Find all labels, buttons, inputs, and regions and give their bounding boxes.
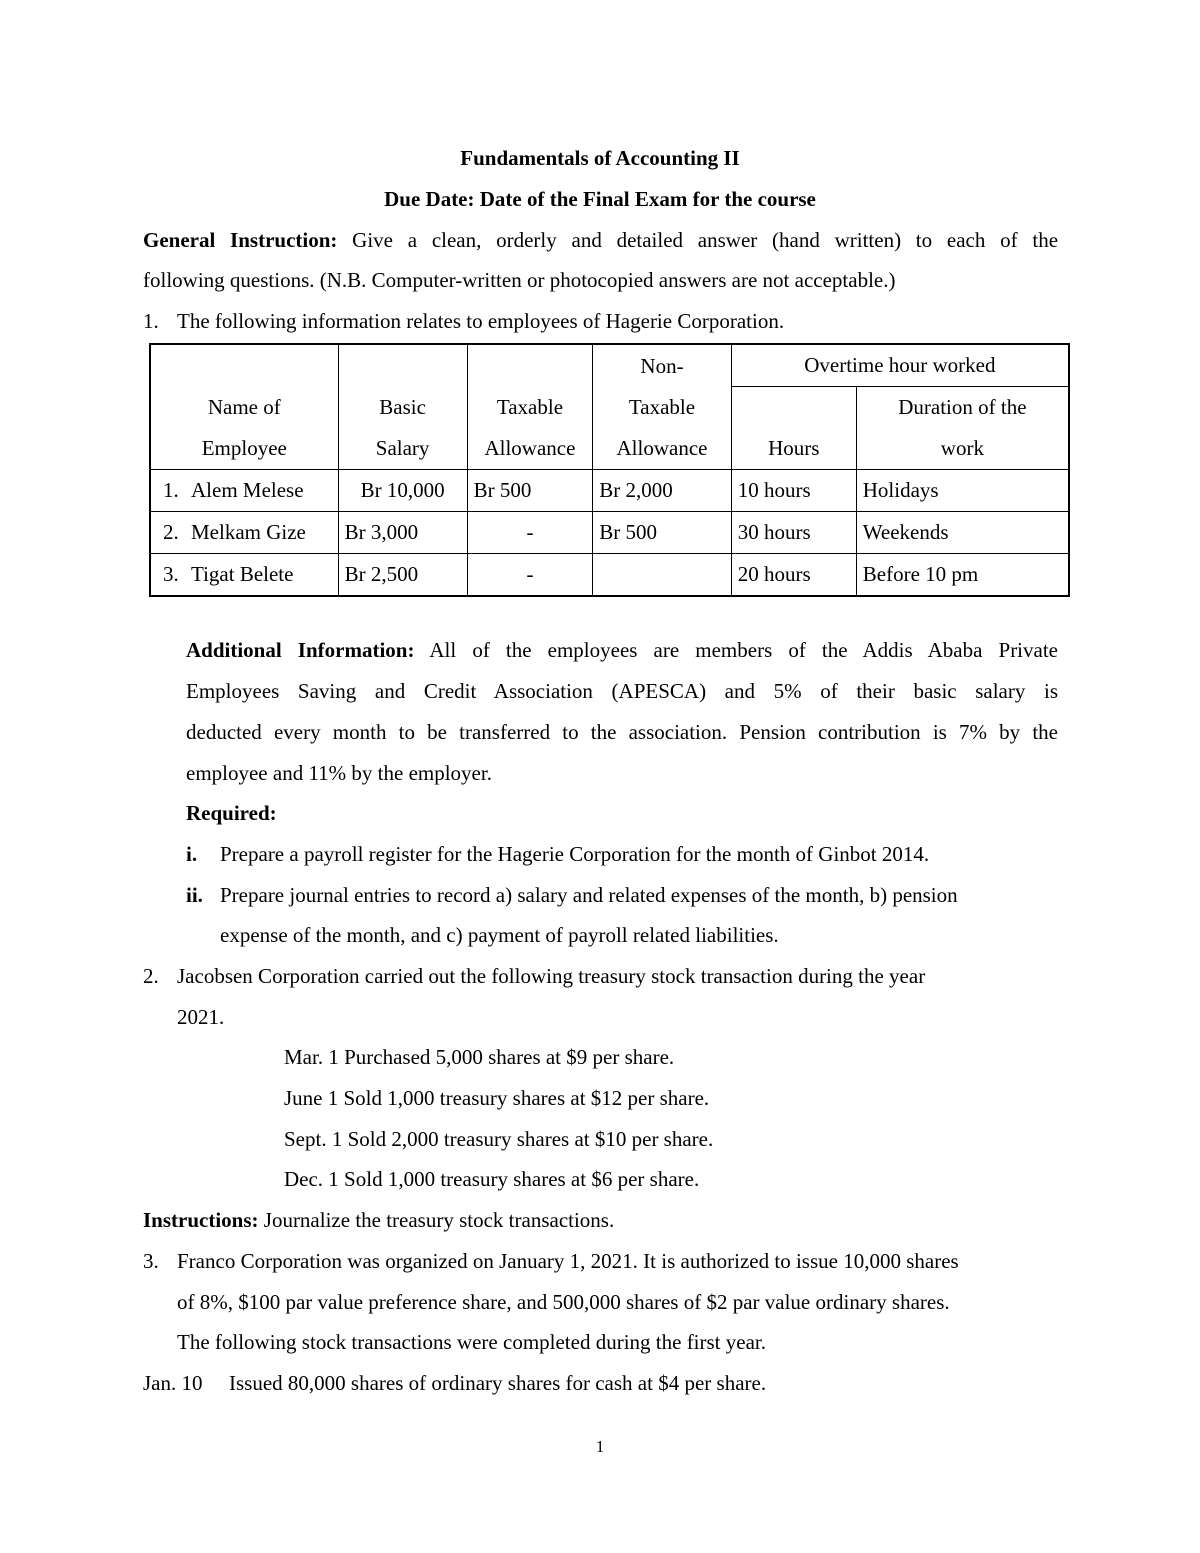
document-title: Fundamentals of Accounting II — [460, 146, 740, 170]
instructions-text: Journalize the treasury stock transactions. — [263, 1208, 615, 1232]
required-item-ii — [186, 883, 958, 908]
header-name-line2: Employee — [201, 435, 287, 460]
question-3-entry — [143, 1371, 766, 1396]
row-taxable-allowance: - — [467, 512, 593, 554]
header-duration-line1: Duration of the — [898, 395, 1027, 419]
row-basic-salary: Br 10,000 — [338, 470, 467, 512]
required-label: Required: — [186, 801, 277, 825]
transaction-mar: Mar. 1 Purchased 5,000 shares at $9 per share. — [284, 1045, 675, 1069]
instructions-label: Instructions: — [143, 1208, 259, 1232]
row-basic-salary: Br 3,000 — [338, 512, 467, 554]
required-item-ii-text2: expense of the month, and c) payment of payroll related liabilities. — [220, 923, 779, 947]
header-hours: Hours — [731, 387, 856, 470]
question-2-number: 2. — [143, 964, 159, 988]
question-1-intro — [143, 309, 784, 334]
additional-info-line3: deducted every month to be transferred to the association. Pension contribution is 7% by the — [186, 720, 1058, 744]
general-instruction-label: General Instruction: — [143, 228, 338, 252]
row-duration: Weekends — [856, 512, 1069, 554]
header-overtime-hour-worked: Overtime hour worked — [731, 344, 1069, 387]
row-employee-name — [150, 470, 338, 512]
employee-name: Alem Melese — [191, 478, 304, 502]
row-duration: Holidays — [856, 470, 1069, 512]
row-taxable-allowance: - — [467, 554, 593, 597]
required-item-ii-num: ii. — [186, 883, 203, 907]
table-row — [150, 554, 1069, 597]
question-2-line1 — [143, 964, 925, 989]
general-instruction-line1 — [143, 228, 1058, 253]
header-taxable-allowance — [467, 344, 593, 470]
general-instruction-line2: following questions. (N.B. Computer-written or photocopied answers are not acceptable.) — [143, 268, 896, 292]
additional-info-line2: Employees Saving and Credit Association (APESCA) and 5% of their basic salary is — [186, 679, 1058, 703]
row-basic-salary: Br 2,500 — [338, 554, 467, 597]
entry-text: Issued 80,000 shares of ordinary shares for cash at $4 per share. — [229, 1371, 767, 1395]
question-3-text: Franco Corporation was organized on January 1, 2021. It is authorized to issue 10,000 shares — [177, 1249, 959, 1273]
header-name-of-employee — [150, 344, 338, 470]
row-employee-name — [150, 554, 338, 597]
row-number: 2. — [163, 520, 179, 544]
general-instruction-text: Give a clean, orderly and detailed answer (hand written) to each of the — [352, 228, 1059, 252]
employee-table — [149, 343, 1070, 597]
transaction-june: June 1 Sold 1,000 treasury shares at $12 per share. — [284, 1086, 710, 1110]
row-non-taxable-allowance: Br 2,000 — [593, 470, 731, 512]
additional-info-label: Additional Information: — [186, 638, 415, 662]
entry-date: Jan. 10 — [143, 1371, 203, 1395]
header-duration-of-work — [856, 387, 1069, 470]
table-row — [150, 512, 1069, 554]
required-item-ii-text: Prepare journal entries to record a) salary and related expenses of the month, b) pension — [220, 883, 958, 907]
question-2-text: Jacobsen Corporation carried out the following treasury stock transaction during the year — [177, 964, 926, 988]
header-nontax-line2: Taxable — [628, 394, 696, 419]
row-hours: 20 hours — [731, 554, 856, 597]
additional-info-line1 — [186, 638, 1058, 663]
question-2-line2: 2021. — [177, 1005, 225, 1029]
header-duration-line2: work — [940, 436, 984, 460]
required-item-i-num: i. — [186, 842, 198, 866]
row-non-taxable-allowance: Br 500 — [593, 512, 731, 554]
question-3-line2: of 8%, $100 par value preference share, and 500,000 shares of $2 par value ordinary shares. — [177, 1290, 950, 1314]
header-basic-line1: Basic — [379, 394, 426, 419]
header-taxable-line1: Taxable — [496, 394, 564, 419]
question-3-line1 — [143, 1249, 959, 1274]
row-taxable-allowance: Br 500 — [467, 470, 593, 512]
header-basic-salary — [338, 344, 467, 470]
header-nontax-line1: Non- — [640, 353, 684, 378]
question-2-instructions — [143, 1208, 614, 1233]
additional-info-text: All of the employees are members of the Addis Ababa Private — [429, 638, 1058, 662]
header-nontax-line3: Allowance — [616, 435, 708, 460]
header-name-line1: Name of — [207, 394, 281, 419]
transaction-dec: Dec. 1 Sold 1,000 treasury shares at $6 per share. — [284, 1167, 700, 1191]
transaction-sept: Sept. 1 Sold 2,000 treasury shares at $10 per share. — [284, 1127, 714, 1151]
question-3-line3: The following stock transactions were completed during the first year. — [177, 1330, 766, 1354]
row-hours: 30 hours — [731, 512, 856, 554]
employee-name: Tigat Belete — [191, 562, 294, 586]
page-number: 1 — [595, 1437, 605, 1456]
question-1-text: The following information relates to employees of Hagerie Corporation. — [177, 309, 785, 333]
row-non-taxable-allowance — [593, 554, 731, 597]
row-number: 3. — [163, 562, 179, 586]
row-employee-name — [150, 512, 338, 554]
required-item-i — [186, 842, 929, 867]
row-hours: 10 hours — [731, 470, 856, 512]
row-duration: Before 10 pm — [856, 554, 1069, 597]
header-basic-line2: Salary — [375, 435, 430, 460]
header-taxable-line2: Allowance — [484, 435, 576, 460]
question-3-number: 3. — [143, 1249, 159, 1273]
additional-info-line4: employee and 11% by the employer. — [186, 761, 492, 785]
due-date: Due Date: Date of the Final Exam for the course — [384, 187, 816, 211]
question-1-number: 1. — [143, 309, 159, 333]
required-item-i-text: Prepare a payroll register for the Hagerie Corporation for the month of Ginbot 2014. — [220, 842, 930, 866]
row-number: 1. — [163, 478, 179, 502]
employee-name: Melkam Gize — [191, 520, 306, 544]
table-row — [150, 470, 1069, 512]
header-non-taxable-allowance — [593, 344, 731, 470]
